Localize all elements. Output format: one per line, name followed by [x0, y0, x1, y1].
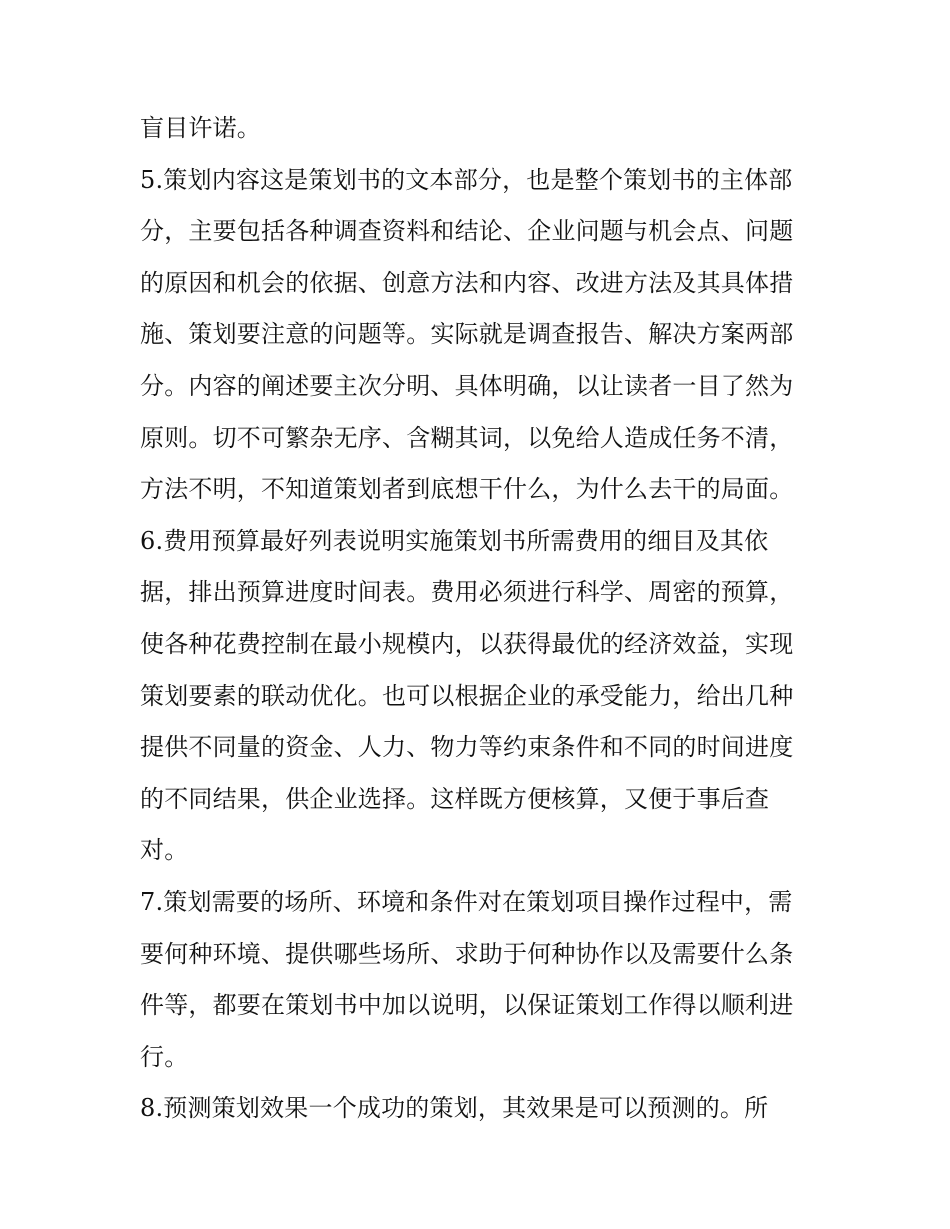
text-line: 8.预测策划效果一个成功的策划，其效果是可以预测的。所: [140, 1094, 769, 1123]
text-line: 5.策划内容这是策划书的文本部分，也是整个策划书的主体部: [140, 165, 793, 194]
text-line: 原则。切不可繁杂无序、含糊其词，以免给人造成任务不清，: [140, 423, 794, 452]
text-line: 提供不同量的资金、人力、物力等约束条件和不同的时间进度: [140, 733, 794, 762]
text-line: 件等，都要在策划书中加以说明，以保证策划工作得以顺利进: [140, 991, 794, 1020]
text-line: 方法不明，不知道策划者到底想干什么，为什么去干的局面。: [140, 475, 794, 504]
text-line: 盲目许诺。: [140, 114, 261, 142]
text-line: 据，排出预算进度时间表。费用必须进行科学、周密的预算，: [140, 578, 794, 607]
text-line: 的原因和机会的依据、创意方法和内容、改进方法及其具体措: [140, 268, 794, 297]
document-body: [140, 108, 820, 1140]
text-line: 6.费用预算最好列表说明实施策划书所需费用的细目及其依: [140, 526, 769, 555]
text-line: 施、策划要注意的问题等。实际就是调查报告、解决方案两部: [140, 320, 794, 349]
text-line: 行。: [140, 1042, 189, 1071]
text-line: 使各种花费控制在最小规模内，以获得最优的经济效益，实现: [140, 629, 794, 658]
text-line: 策划要素的联动优化。也可以根据企业的承受能力，给出几种: [140, 681, 794, 710]
text-line: 要何种环境、提供哪些场所、求助于何种协作以及需要什么条: [140, 939, 794, 968]
text-line: 的不同结果，供企业选择。这样既方便核算，又便于事后查: [140, 784, 770, 813]
text-line: 对。: [140, 836, 189, 865]
text-line: 分。内容的阐述要主次分明、具体明确，以让读者一目了然为: [140, 371, 794, 400]
text-line: 7.策划需要的场所、环境和条件对在策划项目操作过程中，需: [140, 887, 793, 916]
text-line: 分，主要包括各种调查资料和结论、企业问题与机会点、问题: [140, 217, 794, 246]
